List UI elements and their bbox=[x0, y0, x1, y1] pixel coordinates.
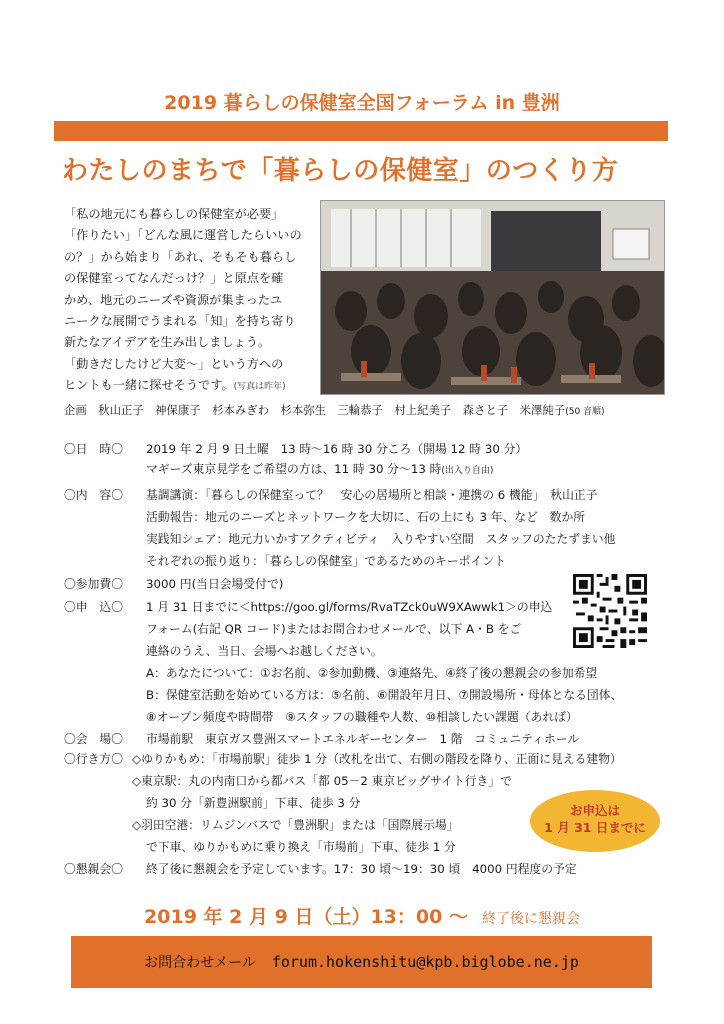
deadline-line1: お申込は bbox=[569, 803, 620, 818]
qr-code[interactable] bbox=[573, 574, 647, 648]
content-label: 〇内 容〇 bbox=[64, 488, 123, 502]
planners bbox=[64, 402, 605, 418]
contact-email-link[interactable]: forum.hokenshitu@kpb.biglobe.ne.jp bbox=[271, 953, 579, 971]
planners-note: (50 音順) bbox=[565, 407, 605, 417]
intro-line-last bbox=[64, 375, 316, 398]
fee-label: 〇参加費〇 bbox=[64, 577, 123, 591]
access-line: ◇ゆりかもめ：「市場前駅」徒歩 1 分（改札を出て、右側の階段を降り、正面に見える建物） bbox=[132, 752, 622, 766]
date-banner-after: 終了後に懇親会 bbox=[481, 911, 580, 927]
title-bar bbox=[54, 121, 668, 141]
access-line: 約 30 分「新豊洲駅前」下車、徒歩 3 分 bbox=[146, 796, 361, 810]
contact-bar bbox=[71, 936, 652, 988]
apply-line: B：保健室活動を始めている方は：⑤名前、⑥開設年月日、⑦開設場所・母体となる団体、 bbox=[146, 688, 623, 702]
intro-line: 「私の地元にも暮らしの保健室が必要」 bbox=[64, 207, 284, 221]
apply-line: A：あなたについて：①お名前、②参加動機、③連絡先、④終了後の懇親会の参加希望 bbox=[146, 666, 598, 680]
access-line: で下車、ゆりかもめに乗り換え「市場前」下車、徒歩 1 分 bbox=[146, 840, 456, 854]
party-label: 〇懇親会〇 bbox=[64, 862, 123, 876]
date-sub-note: (出入り自由) bbox=[441, 466, 494, 476]
deadline-line2: 1 月 31 日までに bbox=[544, 820, 646, 835]
party-row bbox=[64, 860, 577, 879]
intro-line: ニークな展開でうまれる「知」を持ち寄り bbox=[64, 314, 296, 329]
apply-line: フォーム(右記 QR コード)またはお問合わせメールで、以下 A・B をご bbox=[146, 622, 522, 636]
content-row bbox=[64, 486, 598, 505]
forum-photo-image bbox=[321, 201, 665, 395]
access-line: ◇羽田空港：リムジンバスで「豊洲駅」または「国際展示場」 bbox=[132, 818, 459, 832]
intro-text bbox=[64, 204, 316, 399]
date-sub bbox=[146, 460, 493, 481]
photo-note: (写真は昨年) bbox=[233, 382, 286, 393]
intro-line: の？」から始まり「あれ、そもそも暮らし bbox=[64, 249, 297, 264]
deadline-badge bbox=[530, 790, 660, 852]
forum-photo bbox=[320, 200, 665, 395]
main-heading: わたしのまちで「暮らしの保健室」のつくり方 bbox=[62, 156, 619, 186]
event-title: 2019 暮らしの保健室全国フォーラム in 豊洲 bbox=[164, 92, 560, 114]
intro-line: 「作りたい」「どんな風に運営したらいいの bbox=[64, 228, 302, 243]
intro-line: の保健室ってなんだっけ？」と原点を確 bbox=[64, 271, 284, 286]
intro-line: かめ、地元のニーズや資源が集まったユ bbox=[64, 292, 283, 307]
party-value: 終了後に懇親会を予定しています。17：30 頃〜19：30 頃 4000 円程度の予定 bbox=[146, 862, 577, 876]
apply-line: 連絡のうえ、当日、会場へお越しください。 bbox=[146, 644, 383, 658]
date-banner bbox=[0, 902, 724, 929]
fee-row bbox=[64, 575, 283, 594]
date-row bbox=[64, 440, 527, 459]
intro-line: 「動きだしたけど大変〜」という方への bbox=[64, 356, 284, 371]
date-banner-main: 2019 年 2 月 9 日（土）13：00 〜 bbox=[144, 906, 468, 928]
date-sub-text: マギーズ東京見学をご希望の方は、11 時 30 分〜13 時 bbox=[146, 462, 442, 476]
venue-row bbox=[64, 730, 579, 749]
content-line: 活動報告：地元のニーズとネットワークを大切に、石の上にも 3 年、など 数か所 bbox=[146, 510, 586, 524]
apply-row bbox=[64, 598, 552, 617]
access-label: 〇行き方〇 bbox=[64, 752, 123, 766]
access-line: ◇東京駅：丸の内南口から都バス「都 05－2 東京ビッグサイト行き」で bbox=[132, 774, 512, 788]
content-line: 基調講演：「暮らしの保健室って？ 安心の居場所と相談・連携の 6 機能」 秋山正子 bbox=[146, 488, 598, 502]
contact-label: お問合わせメール bbox=[144, 955, 256, 971]
fee-value: 3000 円(当日会場受付で) bbox=[146, 577, 284, 591]
intro-line: 新たなアイデアを生み出しましょう。 bbox=[64, 335, 271, 350]
apply-line: ⑧オープン頻度や時間帯 ⑨スタッフの職種や人数、⑩相談したい課題（あれば） bbox=[146, 710, 578, 724]
date-label: 〇日 時〇 bbox=[64, 442, 123, 456]
venue-label: 〇会 場〇 bbox=[64, 732, 123, 746]
intro-last-text: ヒントも一緒に探せそうです。 bbox=[64, 378, 234, 393]
access-row bbox=[64, 750, 622, 769]
apply-label: 〇申 込〇 bbox=[64, 600, 123, 614]
planners-text: 企画 秋山正子 神保康子 杉本みぎわ 杉本弥生 三輪恭子 村上紀美子 森さと子 米澤純子 bbox=[64, 403, 566, 417]
date-value: 2019 年 2 月 9 日土曜 13 時〜16 時 30 分ころ（開場 12 時 30 分） bbox=[146, 442, 528, 456]
content-line: それぞれの振り返り：「暮らしの保健室」であるためのキーポイント bbox=[146, 554, 506, 568]
content-line: 実践知シェア：地元力いかすアクティビティ 入りやすい空間 スタッフのたたずまい他 bbox=[146, 532, 616, 546]
apply-line: 1 月 31 日までに＜https://goo.gl/forms/RvaTZck0uW9XAwwk1＞の申込 bbox=[146, 600, 553, 614]
venue-value: 市場前駅 東京ガス豊洲スマートエネルギーセンター 1 階 コミュニティホール bbox=[146, 732, 580, 746]
